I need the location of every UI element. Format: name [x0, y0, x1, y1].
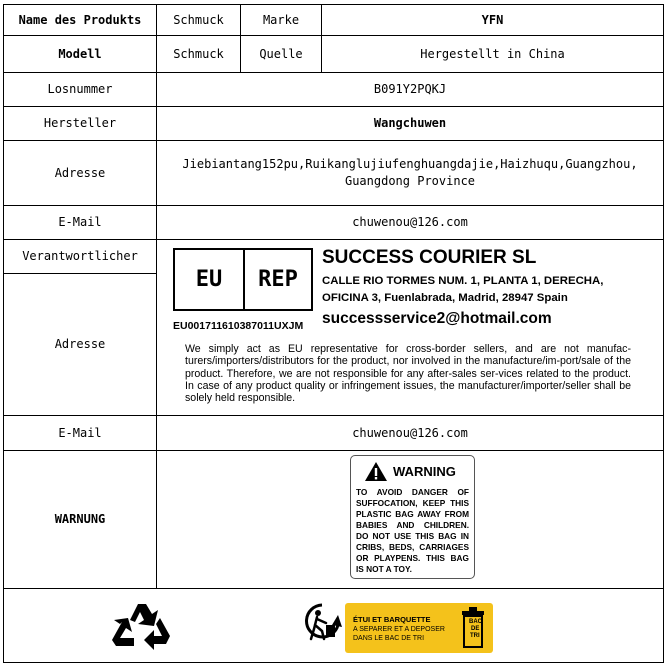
triman-line-2: DANS LE BAC DE TRI	[353, 635, 425, 642]
address-line-1: Jiebiantang152pu,Ruikanglujiufenghuangdajie,Haizhuqu,Guangzhou,	[182, 157, 638, 171]
address-label: Adresse	[54, 165, 106, 180]
warning-triangle-icon	[364, 461, 388, 482]
email2-value: chuwenou@126.com	[352, 425, 468, 440]
eu-rep-email: successservice2@hotmail.com	[322, 310, 552, 327]
responsible-label: Verantwortlicher	[22, 249, 138, 263]
email-value: chuwenou@126.com	[352, 215, 468, 229]
brand-label: Marke	[262, 13, 300, 27]
warning-label-box	[350, 455, 475, 579]
eu-rep-id: EU001711610387011UXJM	[173, 320, 304, 332]
eu-text: EU	[195, 267, 223, 292]
triman-label	[345, 603, 493, 653]
triman-icon	[302, 601, 342, 647]
eu-rep-company: SUCCESS COURIER SL	[322, 247, 537, 268]
address-line-2: Guangdong Province	[344, 174, 476, 188]
address-value	[157, 141, 663, 205]
eu-rep-address-line-1: CALLE RIO TORMES NUM. 1, PLANTA 1, DERECHA,	[322, 275, 604, 287]
warning-heading: WARNING	[393, 464, 456, 479]
source-value: Hergestellt in China	[420, 46, 565, 61]
product-name-value: Schmuck	[173, 13, 224, 27]
manufacturer-value: Wangchuwen	[373, 116, 447, 130]
triman-title: ÉTUI ET BARQUETTE	[353, 615, 431, 624]
eu-rep-address-line-2: OFICINA 3, Fuenlabrada, Madrid, 28947 Spain	[322, 292, 568, 304]
lot-label: Losnummer	[47, 82, 113, 96]
lot-value: B091Y2PQKJ	[373, 82, 447, 96]
warning-label: WARNUNG	[54, 512, 106, 526]
email-label: E-Mail	[58, 215, 102, 229]
brand-value: YFN	[481, 13, 504, 27]
eu-rep-badge	[173, 248, 313, 311]
bin-text-2: DE	[471, 626, 480, 632]
recycle-icon	[108, 598, 176, 656]
bin-text-1: BAC	[469, 619, 482, 625]
manufacturer-label: Hersteller	[43, 116, 117, 130]
responsible-address-label: Adresse	[54, 337, 106, 351]
model-value: Schmuck	[173, 46, 224, 61]
source-label: Quelle	[259, 46, 303, 61]
warning-text: TO AVOID DANGER OF SUFFOCATION, KEEP THIS PLASTIC BAG AWAY FROM BABIES AND CHILDREN. DO NOT USE THIS BAG IN CRIBS, BEDS, CARRIAGES OR PLAYPENS. THIS BAG IS NOT A TOY.	[356, 487, 469, 574]
email2-label: E-Mail	[58, 425, 102, 440]
bin-text-3: TRI	[470, 633, 480, 639]
product-info-sheet	[3, 4, 664, 663]
product-name-label: Name des Produkts	[18, 13, 142, 27]
model-label: Modell	[58, 46, 102, 61]
rep-text: REP	[258, 267, 298, 292]
eu-rep-disclaimer: We simply act as EU representative for cross-border sellers, and are not manufac-turers/importers/distributors for the product, nor involved in the manufacture/im-port/sale of the product. Therefore, we are not responsible for any after-sales ser-vices related to the product. In case of any product quality or infringement issues, the manufacturer/importer/seller shall be solely held responsible.	[185, 343, 631, 405]
triman-line-1: A SEPARER ET A DEPOSER	[353, 626, 445, 633]
